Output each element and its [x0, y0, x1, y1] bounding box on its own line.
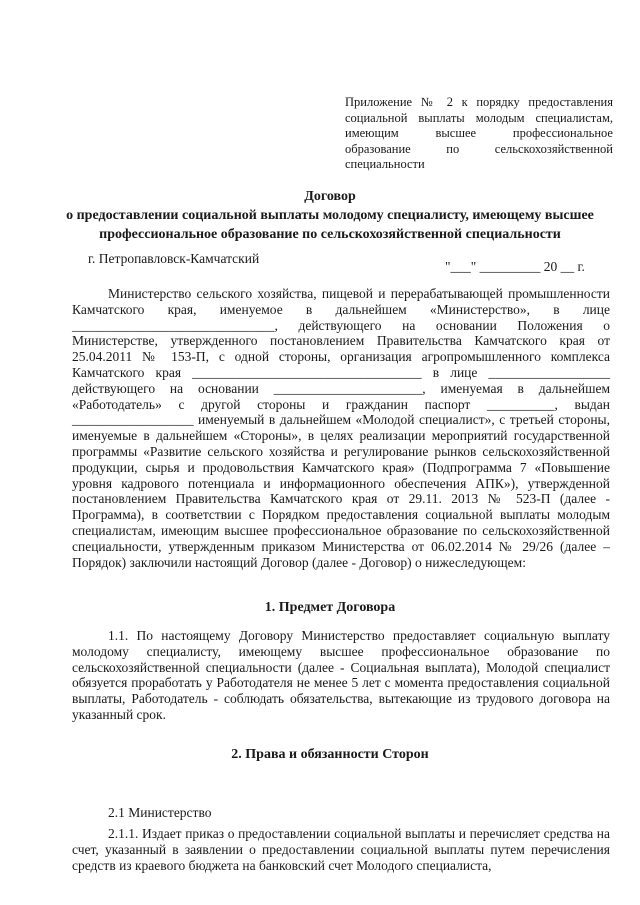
date-field: "___" _________ 20 __ г. — [445, 259, 585, 274]
city-label: г. Петропавловск-Камчатский — [88, 251, 260, 266]
document-subtitle-line-1: о предоставлении социальной выплаты молодому специалисту, имеющему высшее — [66, 208, 594, 223]
annex-note: Приложение № 2 к порядку предоставления социальной выплаты молодым специалистам, имеющим высшее профессиональное образование по сельскохозяйственной специальности — [345, 95, 613, 171]
section-2-paragraph: 2.1.1. Издает приказ о предоставлении социальной выплаты и перечисляет средства на счет, указанный в заявлении о предоставлении социальной выплаты путем перечисления средств из краевого бюджета на банковский счет Молодого специалиста, — [72, 826, 610, 873]
document-title: Договор — [304, 189, 356, 204]
section-1-paragraph: 1.1. По настоящему Договору Министерство предоставляет социальную выплату молодому специалисту, имеющему высшее профессиональное образование по сельскохозяйственной специальности (далее - Социальная выплата), Молодой специалист обязуется проработать у Работодателя не менее 5 лет с момента предоставления социальной выплаты, Работодатель - соблюдать обязательства, вытекающие из трудового договора на указанный срок. — [72, 628, 610, 722]
document-subtitle-line-2: профессиональное образование по сельскохозяйственной специальности — [99, 227, 561, 242]
section-2-subheading: 2.1 Министерство — [108, 805, 212, 820]
section-2-heading: 2. Права и обязанности Сторон — [231, 747, 429, 762]
preamble-paragraph: Министерство сельского хозяйства, пищевой и перерабатывающей промышленности Камчатского края, именуемое в дальнейшем «Министерство», в лице ______________________________, действующего на основании Положения о Министерстве, утвержденного постановлением Правительства Камчатского края от 25.04.2011 № 153-П, с одной стороны, организация агропромышленного комплекса Камчатского края __________________________________ в лице __________________ действующего на основании ______________________, именуемая в дальнейшем «Работодатель» с другой стороны и гражданин паспорт __________, выдан __________________ именуемый в дальнейшем «Молодой специалист», с третьей стороны, именуемые в дальнейшем «Стороны», в целях реализации мероприятий государственной программы «Развитие сельского хозяйства и регулирование рынков сельскохозяйственной продукции, сырья и продовольствия Камчатского края» (Подпрограмма 7 «Повышение уровня кадрового потенциала и информационного обеспечения АПК»), утвержденной постановлением Правительства Камчатского края от 29.11. 2013 № 523-П (далее - Программа), в соответствии с Порядком предоставления социальной выплаты молодым специалистам, имеющим высшее профессиональное образование по сельскохозяйственной специальности, утвержденным приказом Министерства от 06.02.2014 № 29/26 (далее – Порядок) заключили настоящий Договор (далее - Договор) о нижеследующем: — [72, 286, 610, 570]
section-1-heading: 1. Предмет Договора — [264, 600, 396, 615]
